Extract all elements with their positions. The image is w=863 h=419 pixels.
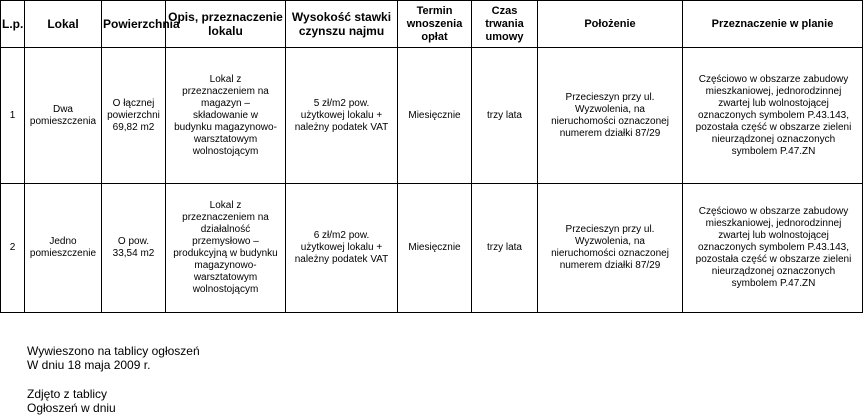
- header-row: [1, 1, 863, 48]
- note-posted-date: W dniu 18 maja 2009 r.: [27, 358, 151, 372]
- cell-termin: Miesięcznie: [398, 48, 472, 184]
- table-row: [1, 184, 863, 313]
- cell-polozenie: Przecieszyn przy ul. Wyzwolenia, na nieruchomości oznaczonej numerem działki 87/29: [538, 48, 683, 184]
- header-czas: Czas trwania umowy: [472, 1, 538, 48]
- cell-lokal: Dwa pomieszczenia: [25, 48, 102, 184]
- cell-powierzchnia: O pow. 33,54 m2: [102, 184, 166, 313]
- header-stawka: Wysokość stawki czynszu najmu: [286, 1, 398, 48]
- header-termin: Termin wnoszenia opłat: [398, 1, 472, 48]
- cell-stawka: 5 zł/m2 pow. użytkowej lokalu + należny podatek VAT: [286, 48, 398, 184]
- cell-czas: trzy lata: [472, 184, 538, 313]
- cell-czas: trzy lata: [472, 48, 538, 184]
- posting-notes: [27, 344, 200, 415]
- cell-lp: 2: [1, 184, 25, 313]
- header-opis: Opis, przeznaczenie lokalu: [166, 1, 286, 48]
- cell-plan: Częściowo w obszarze zabudowy mieszkaniowej, jednorodzinnej zwartej lub wolnostojącej oznaczonych symbolem P.43.143, pozostała część w obszarze zieleni nieurządzonej oznaczonych symbolem P.47.ZN: [683, 48, 863, 184]
- header-polozenie: Położenie: [538, 1, 683, 48]
- cell-opis: Lokal z przeznaczeniem na magazyn – składowanie w budynku magazynowo- warsztatowym wolnostojącym: [166, 48, 286, 184]
- cell-plan: Częściowo w obszarze zabudowy mieszkaniowej, jednorodzinnej zwartej lub wolnostojącej oznaczonych symbolem P.43.143, pozostała część w obszarze zieleni nieurządzonej oznaczonych symbolem P.47.ZN: [683, 184, 863, 313]
- cell-opis: Lokal z przeznaczeniem na działalność przemysłowo – produkcyjną w budynku magazynowo- warsztatowym wolnostojącym: [166, 184, 286, 313]
- cell-lp: 1: [1, 48, 25, 184]
- note-posted-line: Wywieszono na tablicy ogłoszeń: [27, 344, 200, 358]
- note-spacer: [27, 372, 200, 387]
- header-plan: Przeznaczenie w planie: [683, 1, 863, 48]
- table-row: [1, 48, 863, 184]
- cell-lokal: Jedno pomieszczenie: [25, 184, 102, 313]
- note-removed-date: Ogłoszeń w dniu: [27, 401, 116, 415]
- header-lp: L.p.: [1, 1, 25, 48]
- header-lokal: Lokal: [25, 1, 102, 48]
- header-powierzchnia: Powierzchnia: [102, 1, 166, 48]
- cell-termin: Miesięcznie: [398, 184, 472, 313]
- cell-powierzchnia: O łącznej powierzchni 69,82 m2: [102, 48, 166, 184]
- cell-stawka: 6 zł/m2 pow. użytkowej lokalu + należny podatek VAT: [286, 184, 398, 313]
- cell-polozenie: Przecieszyn przy ul. Wyzwolenia, na nieruchomości oznaczonej numerem działki 87/29: [538, 184, 683, 313]
- note-removed-line: Zdjęto z tablicy: [27, 387, 108, 401]
